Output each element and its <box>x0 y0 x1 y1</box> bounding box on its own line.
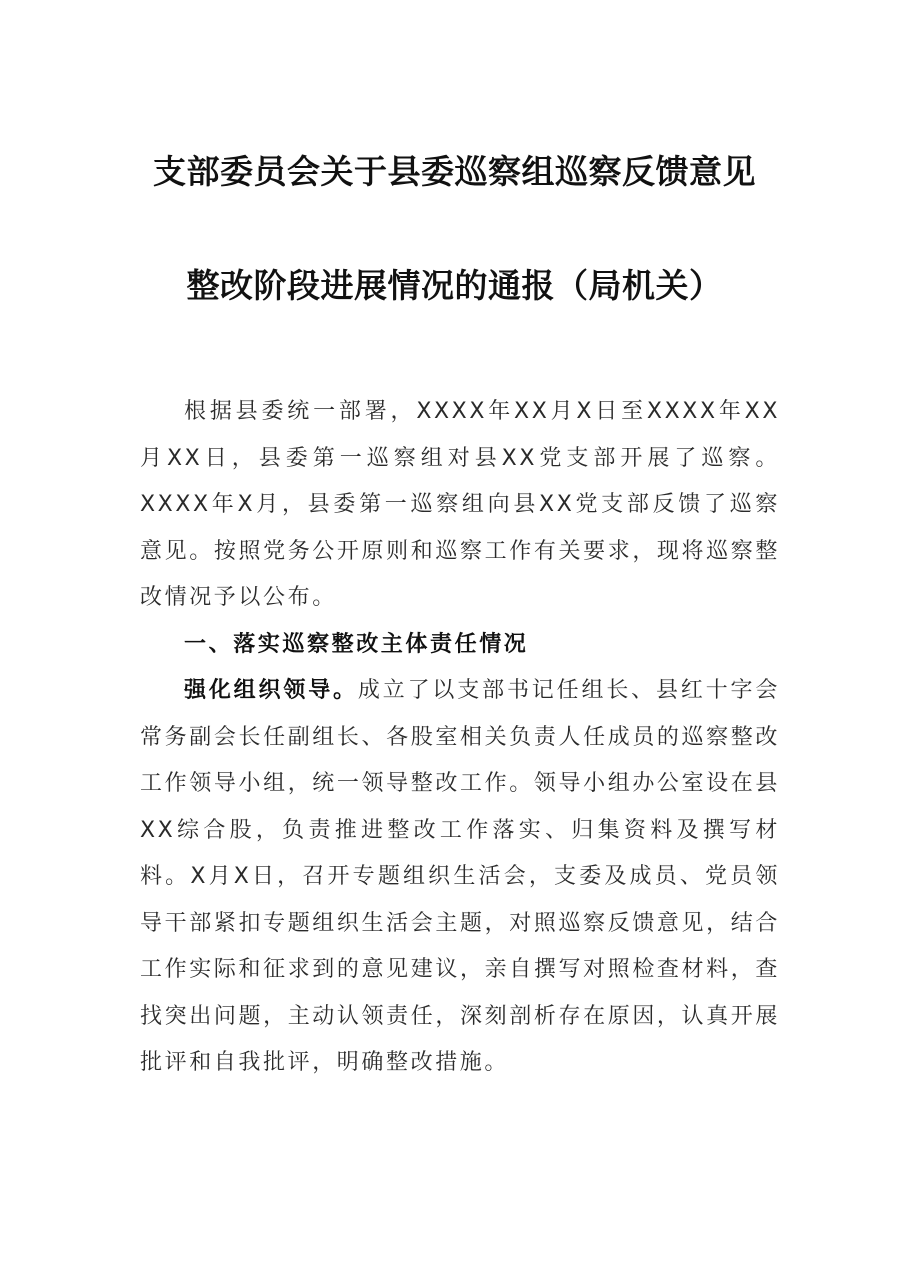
intro-paragraph: 根据县委统一部署，XXXX年XX月X日至XXXX年XX月XX日，县委第一巡察组对县XX党支部开展了巡察。XXXX年X月，县委第一巡察组向县XX党支部反馈了巡察意见。按照党务公开原则和巡察工作有关要求，现将巡察整改情况予以公布。 <box>140 399 780 610</box>
paragraph-lead-phrase: 强化组织领导。 <box>184 678 358 703</box>
document-title-line-1: 支部委员会关于县委巡察组巡察反馈意见 <box>153 152 756 191</box>
document-body <box>140 389 780 1087</box>
section-1-paragraph-1 <box>140 668 780 1087</box>
paragraph-text: 成立了以支部书记任组长、县红十字会常务副会长任副组长、各股室相关负责人任成员的巡察整改工作领导小组，统一领导整改工作。领导小组办公室设在县XX综合股，负责推进整改工作落实、归集资料及撰写材料。X月X日，召开专题组织生活会，支委及成员、党员领导干部紧扣专题组织生活会主题，对照巡察反馈意见，结合工作实际和征求到的意见建议，亲自撰写对照检查材料，查找突出问题，主动认领责任，深刻剖析存在原因，认真开展批评和自我批评，明确整改措施。 <box>140 678 780 1075</box>
document-title-line-2: 整改阶段进展情况的通报（局机关） <box>186 266 723 305</box>
section-1-heading: 一、落实巡察整改主体责任情况 <box>184 631 529 657</box>
